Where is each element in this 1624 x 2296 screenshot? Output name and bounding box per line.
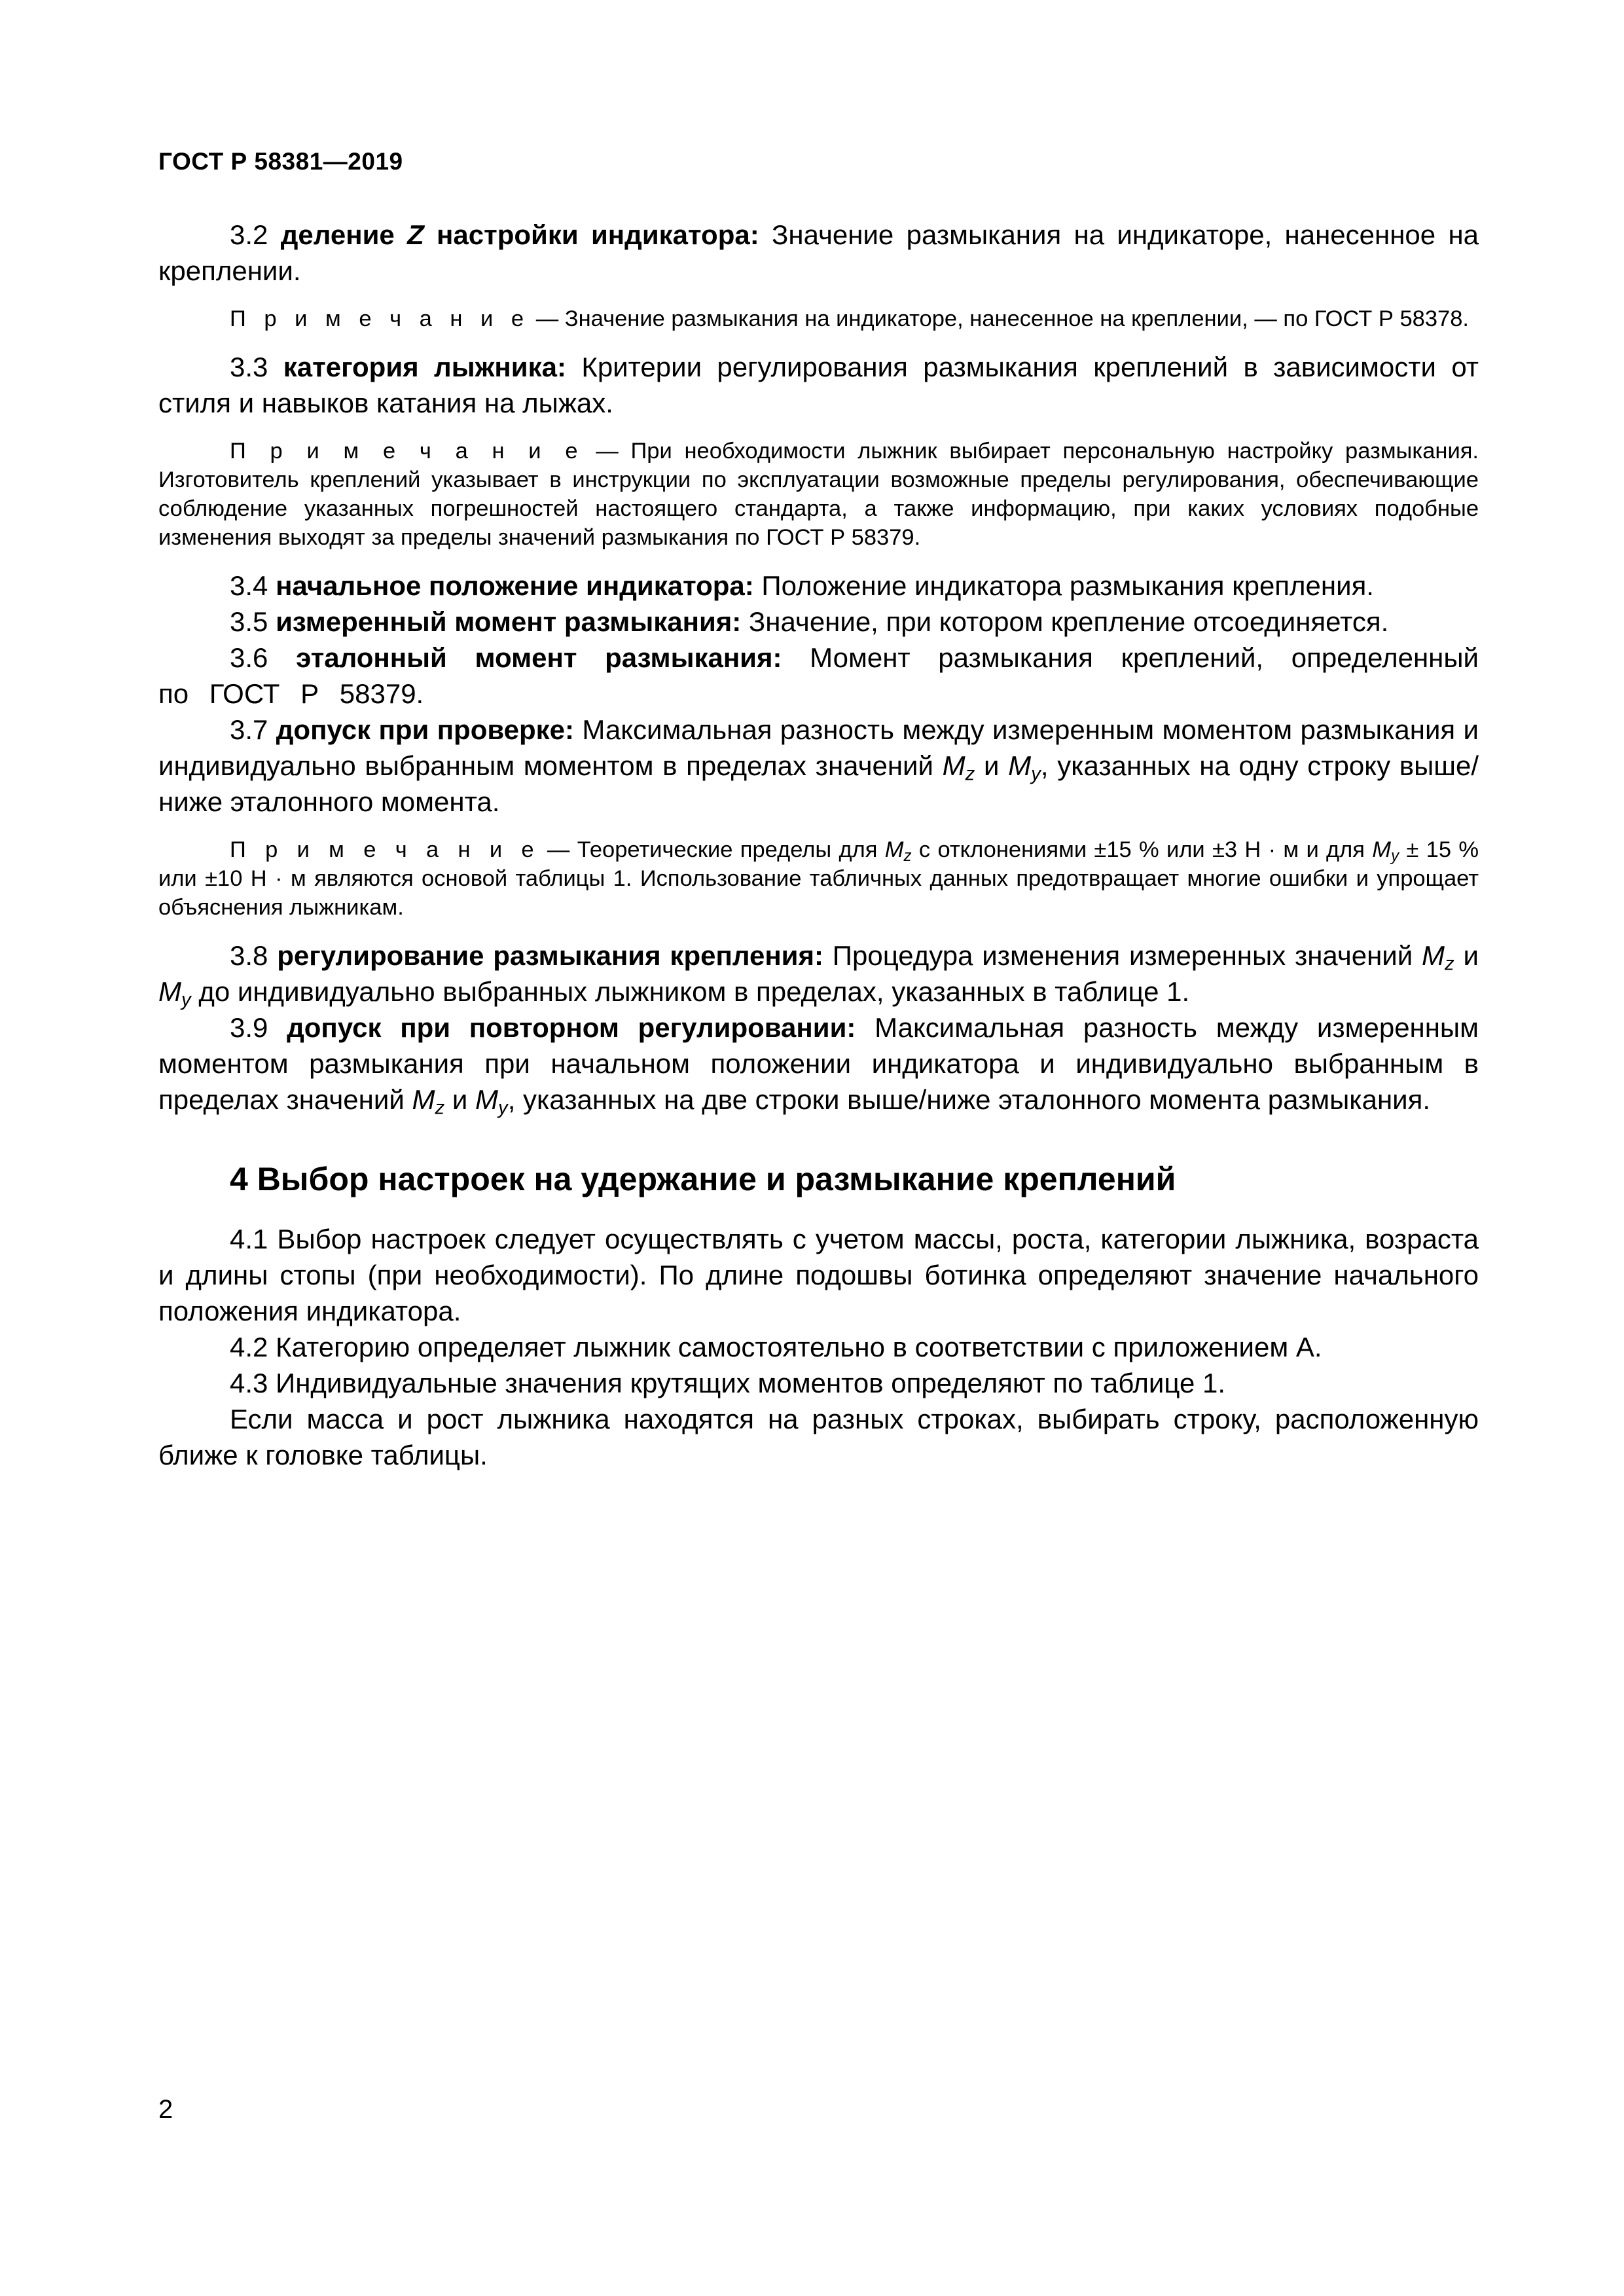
symbol-my [1372,837,1399,866]
clause-3-6 [158,640,1479,712]
section-4-title: 4 Выбор настроек на удержание и размыкание креплений [230,1161,1176,1197]
symbol-mz [942,750,975,785]
symbol-letter: M [884,837,904,862]
clause-number: 3.5 [230,606,276,637]
definition-text: , указанных на одну строку выше/ниже эталонного момента. [158,750,1479,817]
term: измеренный момент размыкания: [276,606,742,637]
document-body [158,217,1479,1473]
term: допуск при проверке: [276,714,575,745]
symbol-subscript: y [1031,763,1041,785]
conjunction: и [1454,940,1479,971]
symbol-my [1008,750,1041,785]
note-label: П р и м е ч а н и е [230,306,530,331]
symbol-subscript: y [181,989,191,1011]
definition-text: Значение размыкания на индикаторе, нанесенное на креплении. [158,219,1479,286]
term [281,219,759,250]
note-3-7 [158,835,1479,922]
note-text: — Значение размыкания на индикаторе, нанесенное на креплении, — по ГОСТ Р 58378. [530,306,1469,331]
clause-number: 3.3 [230,352,283,382]
clause-number: 3.9 [230,1012,287,1043]
symbol-mz [884,837,912,866]
symbol-my [158,976,191,1011]
symbol-letter: M [412,1084,435,1115]
clause-number: 3.6 [230,642,297,673]
symbol-mz [412,1084,445,1119]
symbol-mz [1422,940,1454,975]
clause-number: 3.4 [230,570,276,601]
term-symbol: Z [407,219,424,250]
symbol-letter: M [942,750,965,781]
note-text: ± 15 % или ±10 Н · м являются основой таблицы 1. Использование табличных данных предотвращает многие ошибки и упрощает объяснения лыжникам. [158,837,1479,920]
clause-3-4 [158,568,1479,604]
note-text: — Теоретические пределы для [539,837,885,862]
term: допуск при повторном регулировании: [287,1012,856,1043]
clause-3-7 [158,712,1479,820]
symbol-letter: M [475,1084,498,1115]
definition-text: Максимальная разность между измеренным моментом размыкания и индивидуально выбранным моментом в пределах значений [158,714,1479,781]
definition-text: , указанных на две строки выше/ниже эталонного момента размыкания. [507,1084,1431,1115]
term: регулирование размыкания крепления: [277,940,823,971]
symbol-letter: M [1008,750,1032,781]
definition-text: до индивидуально выбранных лыжником в пределах, указанных в таблице 1. [190,976,1190,1007]
term: начальное положение индикатора: [276,570,754,601]
note-3-3 [158,437,1479,552]
definition-text: Критерии регулирования размыкания креплений в зависимости от стиля и навыков катания на лыжах. [158,352,1479,418]
clause-3-5 [158,604,1479,640]
clause-number: 3.8 [230,940,278,971]
definition-text: Процедура изменения измеренных значений [823,940,1422,971]
definition-text: Положение индикатора размыкания крепления. [753,570,1374,601]
term-part: настройки индикатора: [424,219,759,250]
symbol-subscript: z [1445,953,1454,975]
symbol-my [475,1084,508,1119]
note-label: П р и м е ч а н и е [230,837,540,862]
symbol-subscript: z [965,763,975,785]
term-part: деление [280,219,408,250]
clause-4-1: 4.1 Выбор настроек следует осуществлять с учетом массы, роста, категории лыжника, возраста и длины стопы (при необходимости). По длине подошвы ботинка определяют значение начального положения индикатора. [158,1224,1479,1326]
clause-4-3: 4.3 Индивидуальные значения крутящих моментов определяют по таблице 1. [230,1368,1226,1398]
clause-3-9 [158,1010,1479,1118]
note-text: — При необходимости лыжник выбирает персональную настройку размыкания. Изготовитель креплений указывает в инструкции по эксплуатации возможные пределы регулирования, обеспечивающие соблюдение указанных погрешностей настоящего стандарта, а также информацию, при каких условиях подобные изменения выходят за пределы значений размыкания по ГОСТ Р 58379. [158,439,1479,550]
symbol-letter: M [158,976,181,1007]
note-label: П р и м е ч а н и е [230,439,584,464]
symbol-subscript: z [903,847,912,866]
clause-3-2 [158,217,1479,289]
clause-4-3-continuation: Если масса и рост лыжника находятся на разных строках, выбирать строку, расположенную ближе к головке таблицы. [158,1404,1479,1470]
page-number: 2 [158,2095,173,2124]
definition-text: Максимальная разность между измеренным моментом размыкания при начальном положении индикатора и индивидуально выбранным в пределах значений [158,1012,1479,1115]
symbol-letter: M [1422,940,1445,971]
note-3-2 [158,304,1479,333]
conjunction: и [975,750,1009,781]
conjunction: и [444,1084,475,1115]
clause-3-8 [158,938,1479,1010]
term: категория лыжника: [283,352,566,382]
clause-4-2: 4.2 Категорию определяет лыжник самостоятельно в соответствии с приложением А. [230,1332,1322,1362]
definition-text: Значение, при котором крепление отсоединяется. [741,606,1389,637]
term: эталонный момент размыкания: [296,642,782,673]
document-header: ГОСТ Р 58381—2019 [158,148,403,175]
clause-number: 3.7 [230,714,276,745]
symbol-subscript: y [497,1097,508,1119]
clause-number: 3.2 [230,219,281,250]
symbol-subscript: y [1391,847,1399,866]
symbol-letter: M [1372,837,1392,862]
clause-3-3 [158,349,1479,421]
note-text: с отклонениями ±15 % или ±3 Н · м и для [911,837,1373,862]
definition-text: Момент размыкания креплений, определенный по ГОСТ Р 58379. [158,642,1479,709]
symbol-subscript: z [435,1097,445,1119]
